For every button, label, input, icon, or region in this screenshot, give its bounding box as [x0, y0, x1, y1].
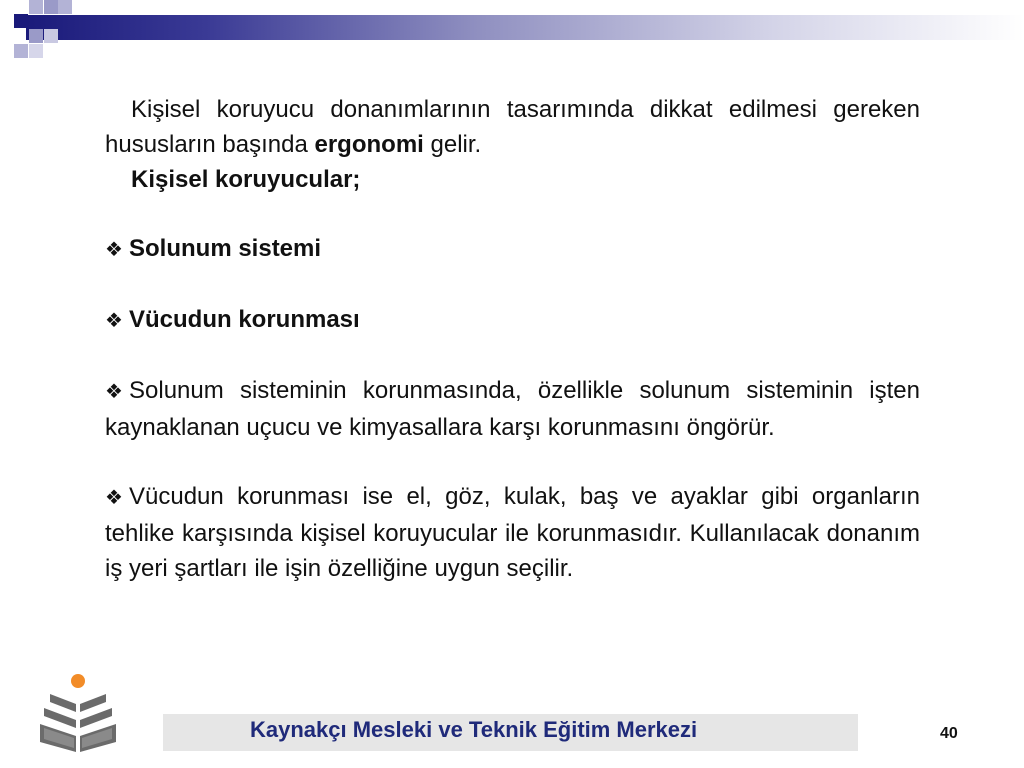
bullet-item	[105, 302, 920, 339]
decor-square	[14, 14, 28, 28]
decor-square	[44, 0, 58, 14]
section-heading: Kişisel koruyucular;	[131, 166, 361, 193]
intro-text: Kişisel koruyucu donanımlarının tasarımında dikkat edilmesi gereken hususların başında	[105, 96, 920, 158]
decor-square	[29, 0, 43, 14]
decor-square	[58, 0, 72, 14]
decor-square	[29, 29, 43, 43]
diamond-bullet-icon: ❖	[105, 239, 123, 261]
bullet-item	[105, 231, 920, 268]
detail-paragraph	[105, 479, 920, 586]
decor-square	[0, 0, 14, 14]
decor-square	[44, 29, 58, 43]
bullet-label: Solunum sistemi	[129, 235, 322, 262]
intro-paragraph	[105, 92, 920, 162]
detail-text: Solunum sisteminin korunmasında, özellikle solunum sisteminin işten kaynaklanan uçucu ve kimyasallara karşı korunmasını öngörür.	[105, 377, 920, 441]
page-number: 40	[940, 725, 958, 742]
diamond-bullet-icon: ❖	[105, 381, 123, 403]
slide-content	[105, 92, 920, 586]
bullet-label: Vücudun korunması	[129, 306, 360, 333]
intro-emphasis: ergonomi	[314, 131, 424, 158]
decor-square	[29, 44, 43, 58]
diamond-bullet-icon: ❖	[105, 487, 123, 509]
top-gradient-bar	[26, 15, 1024, 40]
footer-institution-name: Kaynakçı Mesleki ve Teknik Eğitim Merkezi	[250, 717, 698, 742]
detail-text: Vücudun korunması ise el, göz, kulak, baş ve ayaklar gibi organların tehlike karşısında kişisel koruyucular ile korunmasıdır. Kullanılacak donanım iş yeri şartları ile işin özelliğine uygun seçilir.	[105, 483, 920, 582]
intro-text-end: gelir.	[423, 131, 482, 158]
institution-logo-icon	[36, 672, 120, 756]
decor-square	[14, 44, 28, 58]
detail-paragraph	[105, 373, 920, 445]
diamond-bullet-icon: ❖	[105, 310, 123, 332]
